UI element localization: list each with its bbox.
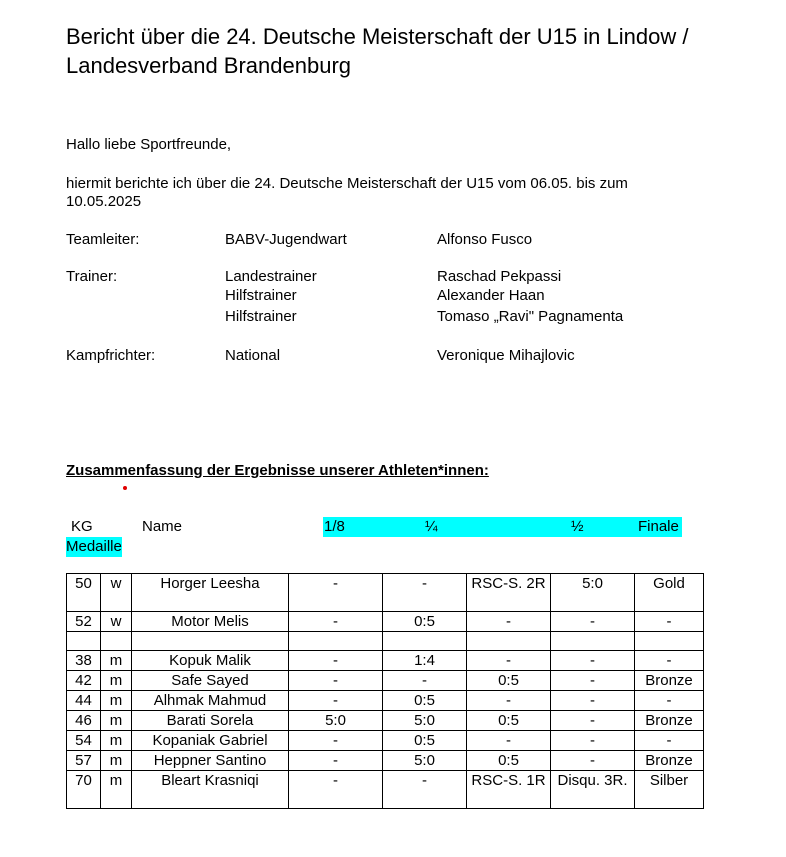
cell-final: 5:0 [551,574,635,612]
cell-final: Disqu. 3R. [551,771,635,809]
cell-round-of-16 [289,632,383,651]
cell-athlete-name: Kopuk Malik [132,651,289,671]
cell-weight-class: 52 [67,612,101,632]
cell-weight-class: 57 [67,751,101,771]
cell-medal: - [635,651,704,671]
cell-semifinal: - [467,731,551,751]
cell-quarterfinal: 0:5 [383,731,467,751]
cell-medal: - [635,612,704,632]
header-round-of-16: 1/8 [324,518,345,535]
cell-medal: Bronze [635,711,704,731]
cell-weight-class: 50 [67,574,101,612]
cell-final: - [551,651,635,671]
cell-sex: m [101,731,132,751]
cell-round-of-16: - [289,731,383,751]
cell-semifinal: 0:5 [467,671,551,691]
cell-round-of-16: - [289,651,383,671]
trainer-role: Landestrainer [225,268,317,285]
cell-round-of-16: - [289,574,383,612]
table-row [67,771,704,809]
cell-quarterfinal: 1:4 [383,651,467,671]
cell-medal: Bronze [635,751,704,771]
cell-medal: Gold [635,574,704,612]
cell-quarterfinal: 0:5 [383,691,467,711]
cell-weight-class: 54 [67,731,101,751]
cell-medal: Bronze [635,671,704,691]
cell-sex: m [101,651,132,671]
cell-final: - [551,691,635,711]
cell-weight-class: 42 [67,671,101,691]
cell-semifinal: RSC-S. 2R [467,574,551,612]
cell-final: - [551,711,635,731]
summary-heading: Zusammenfassung der Ergebnisse unserer Athleten*innen: [66,462,489,479]
trainer-label: Trainer: [66,268,118,285]
header-final: Finale [638,518,679,535]
header-kg: KG [71,518,93,535]
table-row [67,651,704,671]
cell-athlete-name: Barati Sorela [132,711,289,731]
table-row [67,671,704,691]
cell-medal [635,632,704,651]
cell-quarterfinal: 5:0 [383,711,467,731]
cell-quarterfinal: - [383,671,467,691]
cell-athlete-name: Motor Melis [132,612,289,632]
cell-semifinal: 0:5 [467,711,551,731]
cell-quarterfinal: - [383,771,467,809]
kampfrichter-label: Kampfrichter: [66,347,156,364]
table-row [67,711,704,731]
header-name: Name [142,518,183,535]
kampfrichter-role: National [225,347,281,364]
table-row [67,632,704,651]
cell-medal: - [635,731,704,751]
cell-final: - [551,612,635,632]
table-row [67,612,704,632]
cell-athlete-name: Safe Sayed [132,671,289,691]
header-quarterfinal: ¼ [425,518,438,535]
cell-athlete-name: Horger Leesha [132,574,289,612]
cell-final: - [551,671,635,691]
trainer-name: Tomaso „Ravi" Pagnamenta [437,308,624,325]
cell-round-of-16: - [289,691,383,711]
cell-semifinal: - [467,691,551,711]
results-table [66,573,704,809]
table-row [67,751,704,771]
cell-weight-class [67,632,101,651]
cell-weight-class: 46 [67,711,101,731]
cell-medal: Silber [635,771,704,809]
teamleiter-role: BABV-Jugendwart [225,231,347,248]
cell-quarterfinal: 5:0 [383,751,467,771]
cell-semifinal: - [467,612,551,632]
kampfrichter-name: Veronique Mihajlovic [437,347,575,364]
cell-weight-class: 38 [67,651,101,671]
cell-weight-class: 70 [67,771,101,809]
cell-medal: - [635,691,704,711]
cell-sex: m [101,751,132,771]
red-dot-marker [123,486,127,490]
cell-semifinal: 0:5 [467,751,551,771]
cell-final: - [551,731,635,751]
trainer-role: Hilfstrainer [225,287,297,304]
header-medal: Medaille [66,538,122,555]
cell-quarterfinal [383,632,467,651]
table-row [67,574,704,612]
header-highlight [323,517,682,537]
cell-sex: w [101,612,132,632]
cell-quarterfinal: 0:5 [383,612,467,632]
cell-athlete-name [132,632,289,651]
cell-final: - [551,751,635,771]
page-title: Bericht über die 24. Deutsche Meisterschaft der U15 in Lindow / Landesverband Brandenburg [66,24,689,78]
cell-sex: m [101,691,132,711]
cell-athlete-name: Bleart Krasniqi [132,771,289,809]
cell-sex: m [101,711,132,731]
cell-semifinal: RSC-S. 1R [467,771,551,809]
cell-round-of-16: 5:0 [289,711,383,731]
trainer-role: Hilfstrainer [225,308,297,325]
trainer-name: Raschad Pekpassi [437,268,562,285]
cell-quarterfinal: - [383,574,467,612]
cell-sex [101,632,132,651]
cell-sex: m [101,771,132,809]
cell-sex: m [101,671,132,691]
table-row [67,691,704,711]
trainer-name: Alexander Haan [437,287,545,304]
header-semifinal: ½ [571,518,584,535]
cell-round-of-16: - [289,751,383,771]
intro-text: hiermit berichte ich über die 24. Deutsche Meisterschaft der U15 vom 06.05. bis zum 10.05.2025 [66,175,628,210]
cell-athlete-name: Alhmak Mahmud [132,691,289,711]
cell-athlete-name: Kopaniak Gabriel [132,731,289,751]
greeting: Hallo liebe Sportfreunde, [66,136,232,153]
cell-final [551,632,635,651]
table-row [67,731,704,751]
cell-round-of-16: - [289,612,383,632]
cell-sex: w [101,574,132,612]
cell-athlete-name: Heppner Santino [132,751,289,771]
cell-semifinal [467,632,551,651]
cell-semifinal: - [467,651,551,671]
cell-weight-class: 44 [67,691,101,711]
teamleiter-label: Teamleiter: [66,231,140,248]
teamleiter-name: Alfonso Fusco [437,231,533,248]
cell-round-of-16: - [289,771,383,809]
cell-round-of-16: - [289,671,383,691]
